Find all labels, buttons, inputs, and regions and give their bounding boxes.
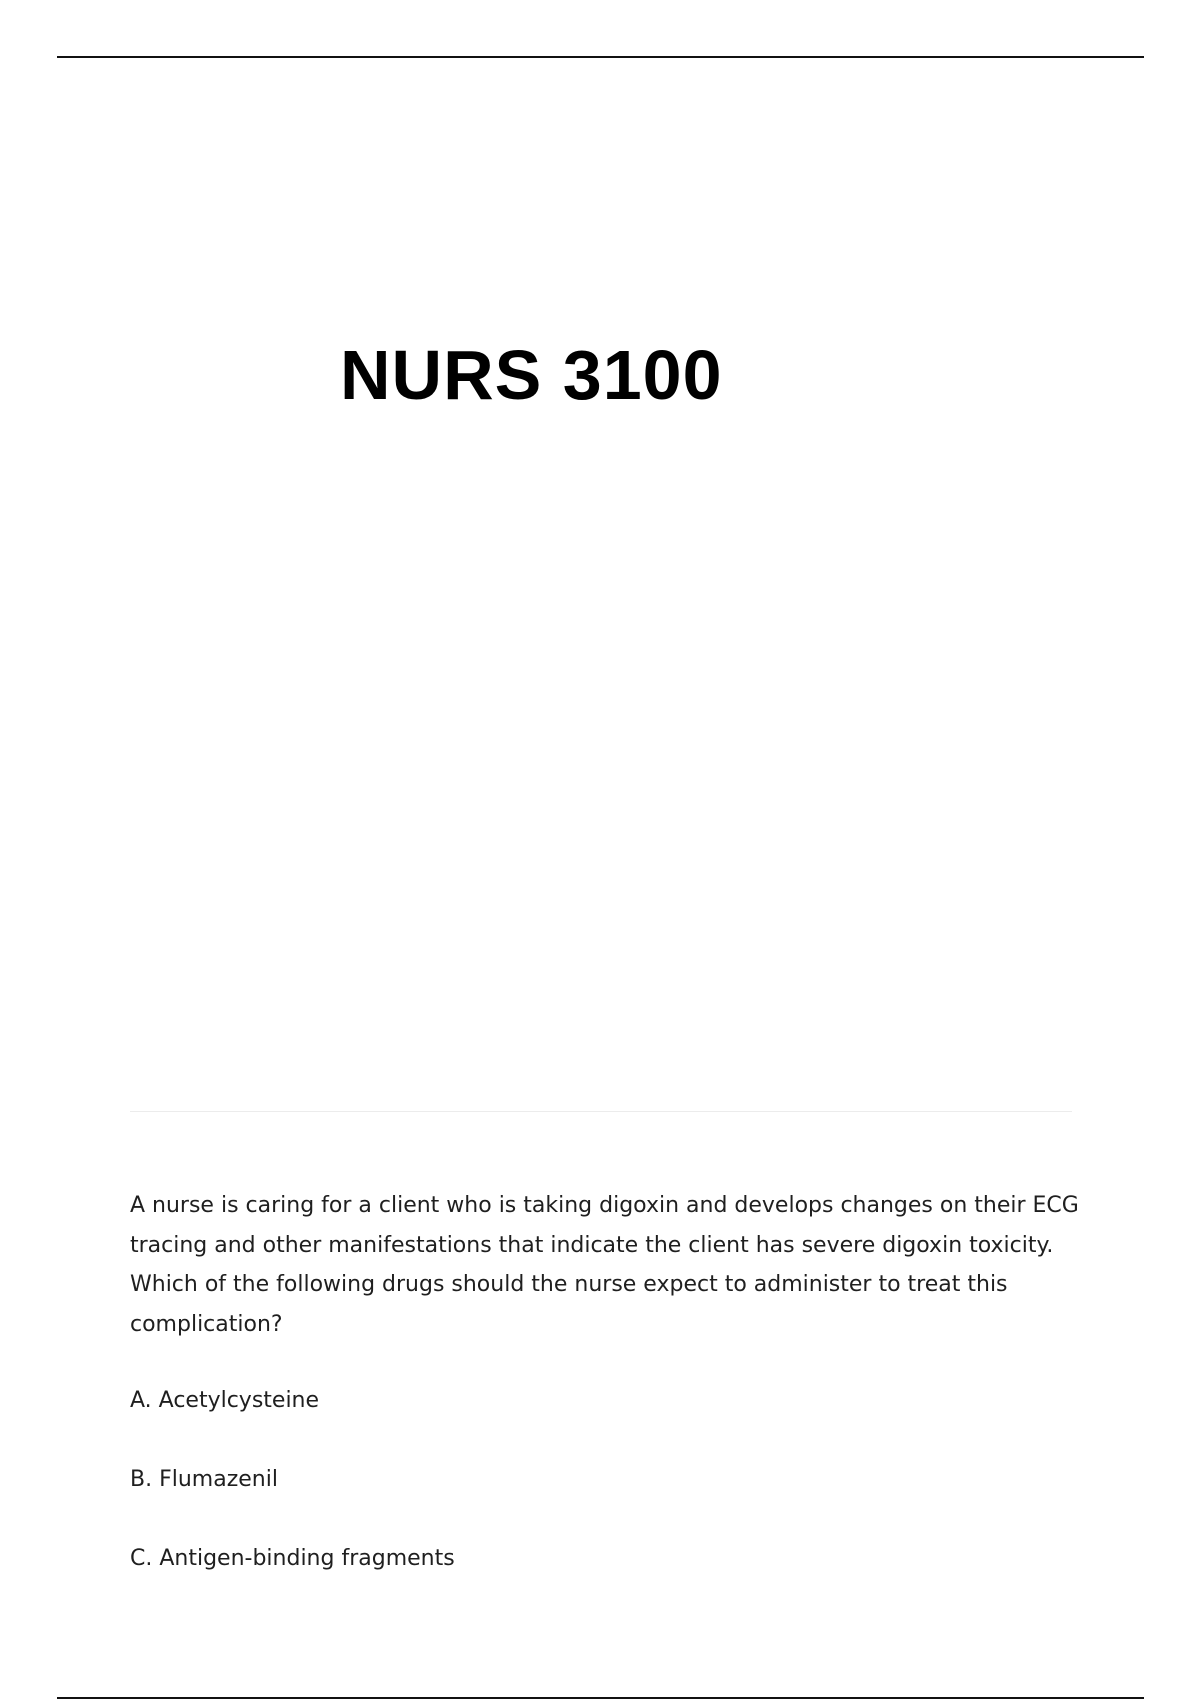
course-title: NURS 3100 — [340, 335, 723, 414]
top-rule — [57, 56, 1144, 58]
option-c: C. Antigen-binding fragments — [130, 1546, 455, 1571]
answer-options — [130, 1381, 1080, 1578]
question-stem: A nurse is caring for a client who is taking digoxin and develops changes on their ECG tracing and other manifestations that indicate the client has severe digoxin toxicity. Which of the following drugs should the nurse expect to administer to treat this complication? — [130, 1193, 1079, 1337]
bottom-rule — [57, 1697, 1144, 1699]
question-block — [130, 1186, 1080, 1578]
option-b: B. Flumazenil — [130, 1467, 278, 1492]
option-a: A. Acetylcysteine — [130, 1388, 320, 1413]
section-divider — [130, 1111, 1072, 1112]
